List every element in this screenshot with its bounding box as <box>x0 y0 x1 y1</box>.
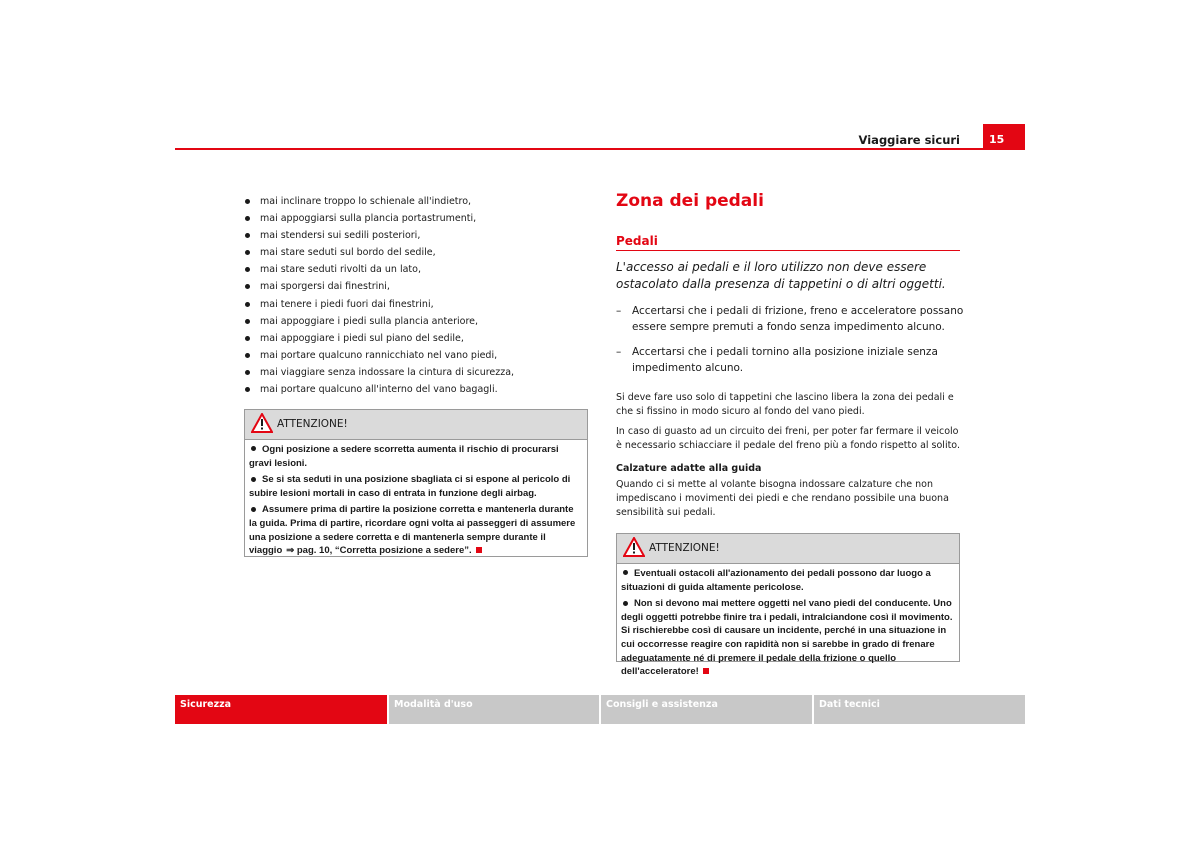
warning-triangle-icon <box>251 413 273 433</box>
list-item: mai appoggiare i piedi sul piano del sedile, <box>244 330 594 347</box>
footer-tab-dati-tecnici[interactable]: Dati tecnici <box>814 695 1025 724</box>
bullet-icon <box>245 216 250 221</box>
page-ref-arrow-icon: ⇒ <box>286 545 295 557</box>
warning-header <box>245 410 587 440</box>
page-reference-link[interactable]: pag. 10, “Corretta posizione a sedere”. <box>294 545 472 557</box>
bullet-icon <box>251 477 256 482</box>
chapter-title: Viaggiare sicuri <box>858 133 960 147</box>
bullet-icon <box>245 199 250 204</box>
subsection-rule <box>616 250 960 251</box>
warning-header <box>617 534 959 564</box>
bullet-icon <box>245 233 250 238</box>
action-step: – Accertarsi che i pedali tornino alla posizione iniziale senza impedimento alcuno. <box>616 346 938 374</box>
warning-item: Assumere prima di partire la posizione corretta e mantenerla durante la guida. Prima di partire, ricordare ogni volta ai passeggeri di assumere una posizione a sedere corretta e di mantenerla sempre durante il viaggio ⇒ pag. 10, “Corretta posizione a sedere”. <box>249 504 576 557</box>
bullet-icon <box>623 570 628 575</box>
list-item: mai viaggiare senza indossare la cintura di sicurezza, <box>244 364 594 381</box>
intro-text: L'accesso ai pedali e il loro utilizzo non deve essere ostacolato dalla presenza di tappetini o di altri oggetti. <box>616 260 946 291</box>
warning-triangle-icon <box>623 537 645 557</box>
header-rule <box>175 148 1025 150</box>
footer-tab-consigli-assistenza[interactable]: Consigli e assistenza <box>601 695 812 724</box>
paragraph-floor-mats: Si deve fare uso solo di tappetini che lascino libera la zona dei pedali e che si fissino in modo sicuro al fondo del vano piedi. <box>616 392 954 417</box>
page-number: 15 <box>983 124 1025 149</box>
list-item: mai appoggiare i piedi sulla plancia anteriore, <box>244 313 594 330</box>
list-item: mai tenere i piedi fuori dai finestrini, <box>244 296 594 313</box>
shoes-heading: Calzature adatte alla guida <box>616 463 762 474</box>
warning-title: ATTENZIONE! <box>277 418 348 430</box>
list-item: mai stendersi sui sedili posteriori, <box>244 227 594 244</box>
section-title: Zona dei pedali <box>616 191 764 211</box>
warning-item: Eventuali ostacoli all'azionamento dei pedali possono dar luogo a situazioni di guida altamente pericolose. <box>621 568 931 593</box>
warning-body <box>617 564 959 679</box>
bullet-icon <box>245 267 250 272</box>
seating-rules-list <box>244 193 594 398</box>
paragraph-brake-circuit: In caso di guasto ad un circuito dei freni, per poter far fermare il veicolo è necessario schiacciare il pedale del freno più a fondo rispetto al solito. <box>616 426 960 451</box>
list-item: mai portare qualcuno all'interno del vano bagagli. <box>244 381 594 398</box>
bullet-icon <box>623 601 628 606</box>
list-item: mai inclinare troppo lo schienale all'indietro, <box>244 193 594 210</box>
warning-body <box>245 440 587 558</box>
footer-tab-modalita-uso[interactable]: Modalità d'uso <box>389 695 599 724</box>
warning-item: Se si sta seduti in una posizione sbagliata ci si espone al pericolo di subire lesioni mortali in caso di entrata in funzione degli airbag. <box>249 474 571 499</box>
bullet-icon <box>245 353 250 358</box>
list-item: mai portare qualcuno rannicchiato nel vano piedi, <box>244 347 594 364</box>
action-steps <box>616 304 966 386</box>
bullet-icon <box>245 319 250 324</box>
warning-item: Non si devono mai mettere oggetti nel vano piedi del conducente. Uno degli oggetti potrebbe finire tra i pedali, intralciandone così il movimento. Si rischierebbe così di causare un incidente, perché in una situazione in cui occorresse reagire con rapidità non si sarebbe in grado di frenare adeguatamente né di premere il pedale della frizione o quello dell'acceleratore! <box>621 598 953 678</box>
bullet-icon <box>251 507 256 512</box>
list-item: mai appoggiarsi sulla plancia portastrumenti, <box>244 210 594 227</box>
warning-title: ATTENZIONE! <box>649 542 720 554</box>
bullet-icon <box>245 387 250 392</box>
warning-box-seating <box>244 409 588 557</box>
end-mark-icon <box>476 547 482 553</box>
list-item: mai stare seduti sul bordo del sedile, <box>244 244 594 261</box>
footer-tab-sicurezza[interactable]: Sicurezza <box>175 695 387 724</box>
action-step: – Accertarsi che i pedali di frizione, freno e acceleratore possano essere sempre premuti a fondo senza impedimento alcuno. <box>616 305 964 333</box>
bullet-icon <box>245 250 250 255</box>
dash-icon: – <box>616 346 622 358</box>
bullet-icon <box>251 446 256 451</box>
subsection-title: Pedali <box>616 234 658 248</box>
dash-icon: – <box>616 305 622 317</box>
bullet-icon <box>245 284 250 289</box>
end-mark-icon <box>703 668 709 674</box>
list-item: mai stare seduti rivolti da un lato, <box>244 261 594 278</box>
paragraph-shoes: Quando ci si mette al volante bisogna indossare calzature che non impediscano i movimenti dei piedi e che rendano possibile una buona sensibilità sui pedali. <box>616 479 949 518</box>
bullet-icon <box>245 370 250 375</box>
warning-item: Ogni posizione a sedere scorretta aumenta il rischio di procurarsi gravi lesioni. <box>249 444 559 469</box>
warning-box-pedals <box>616 533 960 678</box>
bullet-icon <box>245 336 250 341</box>
bullet-icon <box>245 302 250 307</box>
list-item: mai sporgersi dai finestrini, <box>244 278 594 295</box>
